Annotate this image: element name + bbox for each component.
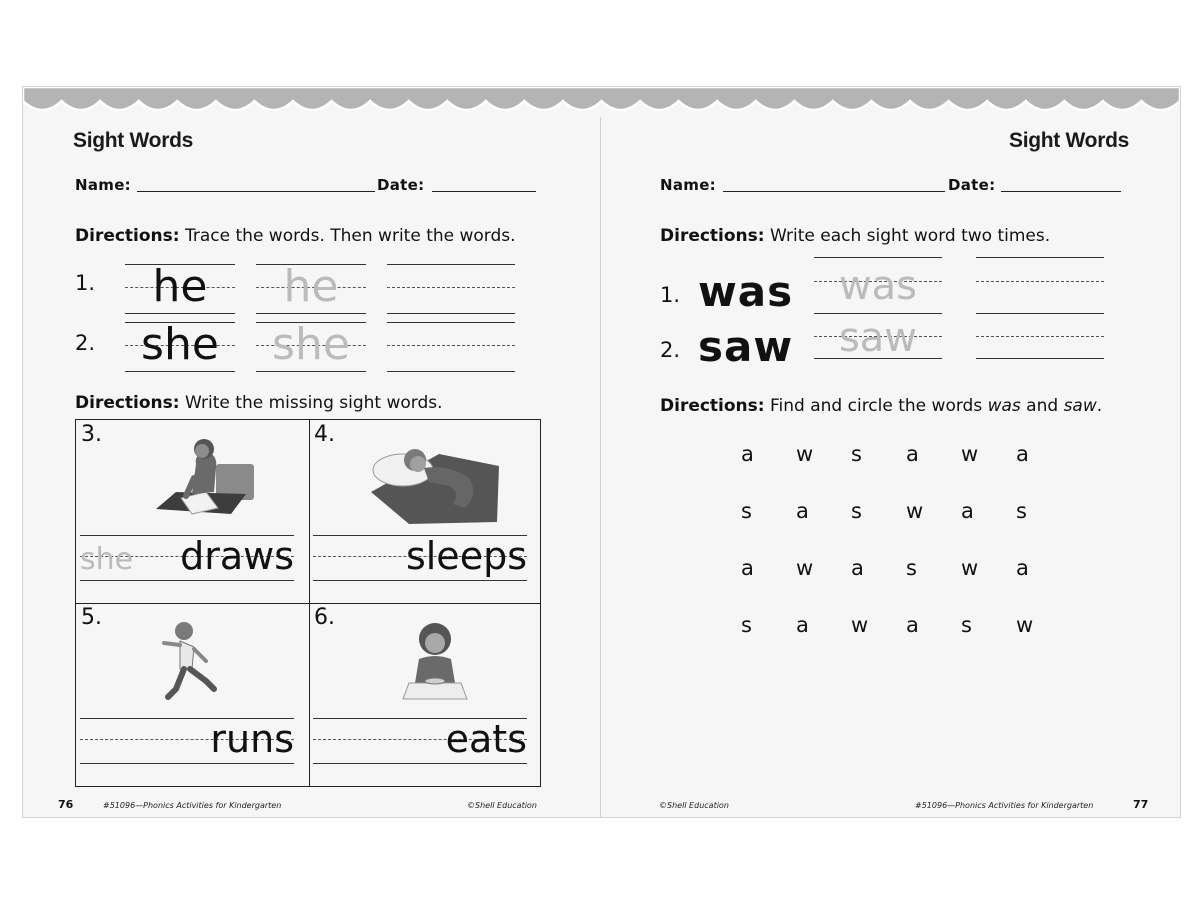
word-search-letter[interactable]: a xyxy=(906,442,919,466)
footer-product: #51096—Phonics Activities for Kindergarten xyxy=(103,801,282,810)
directions-label: Directions: xyxy=(660,226,765,246)
directions-text: Write each sight word two times. xyxy=(764,226,1051,246)
trace-line-saw[interactable] xyxy=(814,316,942,359)
directions-label: Directions: xyxy=(75,226,180,246)
item-number: 1. xyxy=(660,283,681,307)
word-search-letter[interactable]: a xyxy=(741,442,754,466)
page-number: 76 xyxy=(58,798,74,811)
girl-eating-picture xyxy=(369,617,499,707)
date-field[interactable] xyxy=(1001,191,1121,192)
word-search-letter[interactable]: w xyxy=(796,442,814,466)
grid-cell-4 xyxy=(309,420,542,603)
sight-word-she: she xyxy=(141,319,219,370)
trace-answer: she xyxy=(80,542,134,577)
item-number: 1. xyxy=(75,271,96,295)
name-label: Name: xyxy=(75,176,131,194)
verb-word: runs xyxy=(210,717,294,761)
word-search-letter[interactable]: a xyxy=(796,613,809,637)
verb-word: sleeps xyxy=(405,534,527,578)
target-word-saw: saw xyxy=(1063,396,1097,416)
name-field[interactable] xyxy=(723,191,945,192)
verb-word: draws xyxy=(180,534,294,578)
word-search-letter[interactable]: a xyxy=(741,556,754,580)
missing-word-line[interactable] xyxy=(80,718,294,764)
write-line-was[interactable] xyxy=(976,257,1104,314)
item-number: 5. xyxy=(81,605,102,630)
word-search-letter[interactable]: w xyxy=(906,499,924,523)
directions-label: Directions: xyxy=(660,396,765,416)
girl-drawing-picture xyxy=(136,434,266,524)
missing-word-line[interactable] xyxy=(313,535,527,581)
word-search-letter[interactable]: a xyxy=(796,499,809,523)
word-search-row xyxy=(741,557,1071,614)
item-number: 4. xyxy=(314,422,335,447)
sight-word-he: he xyxy=(152,261,208,312)
directions-text: and xyxy=(1020,396,1064,416)
trace-line-he-dotted[interactable] xyxy=(256,261,366,314)
item-number: 2. xyxy=(660,338,681,362)
word-search-row xyxy=(741,443,1071,500)
word-search-letter[interactable]: w xyxy=(851,613,869,637)
trace-line-she xyxy=(125,319,235,372)
item-number: 3. xyxy=(81,422,102,447)
traceable-word-saw: saw xyxy=(838,315,918,361)
word-search-letter[interactable]: s xyxy=(851,499,862,523)
word-search-letter[interactable]: s xyxy=(741,613,752,637)
grid-cell-6 xyxy=(309,603,542,786)
sight-word-saw: saw xyxy=(698,322,794,371)
write-line-he[interactable] xyxy=(387,264,515,314)
left-page xyxy=(23,87,600,817)
word-search-grid xyxy=(741,443,1071,671)
word-search-letter[interactable]: w xyxy=(961,556,979,580)
directions-text: . xyxy=(1096,396,1103,416)
word-search-letter[interactable]: s xyxy=(741,499,752,523)
word-search-letter[interactable]: a xyxy=(851,556,864,580)
directions-text: Write the missing sight words. xyxy=(179,393,443,413)
word-search-letter[interactable]: s xyxy=(1016,499,1027,523)
traceable-word-she: she xyxy=(272,319,350,370)
footer-publisher: ©Shell Education xyxy=(659,801,729,810)
word-search-letter[interactable]: s xyxy=(851,442,862,466)
trace-line-was[interactable] xyxy=(814,257,942,314)
missing-word-line[interactable] xyxy=(80,535,294,581)
page-title: Sight Words xyxy=(1009,129,1129,152)
word-search-letter[interactable]: s xyxy=(961,613,972,637)
trace-line-he xyxy=(125,261,235,314)
word-search-letter[interactable]: a xyxy=(1016,556,1029,580)
word-search-row xyxy=(741,500,1071,557)
name-field[interactable] xyxy=(137,191,375,192)
name-label: Name: xyxy=(660,176,716,194)
word-search-letter[interactable]: w xyxy=(1016,613,1034,637)
date-label: Date: xyxy=(377,176,425,194)
word-search-row xyxy=(741,614,1071,671)
item-number: 2. xyxy=(75,331,96,355)
sight-word-was: was xyxy=(698,267,794,316)
date-field[interactable] xyxy=(432,191,536,192)
word-search-letter[interactable]: a xyxy=(1016,442,1029,466)
book-spread xyxy=(22,86,1181,818)
footer-publisher: ©Shell Education xyxy=(467,801,537,810)
traceable-word-was: was xyxy=(838,263,918,309)
grid-cell-3 xyxy=(76,420,309,603)
directions-write xyxy=(660,226,1050,246)
boy-running-picture xyxy=(136,617,266,707)
date-label: Date: xyxy=(948,176,996,194)
directions-circle xyxy=(660,396,1102,416)
write-line-she[interactable] xyxy=(387,322,515,372)
footer-product: #51096—Phonics Activities for Kindergarten xyxy=(915,801,1094,810)
directions-label: Directions: xyxy=(75,393,180,413)
directions-trace xyxy=(75,226,516,246)
word-search-letter[interactable]: s xyxy=(906,556,917,580)
word-search-letter[interactable]: w xyxy=(796,556,814,580)
traceable-word-he: he xyxy=(283,261,339,312)
write-line-saw[interactable] xyxy=(976,316,1104,359)
directions-missing xyxy=(75,393,443,413)
target-word-was: was xyxy=(987,396,1021,416)
directions-text: Find and circle the words xyxy=(764,396,988,416)
item-number: 6. xyxy=(314,605,335,630)
right-page xyxy=(601,87,1180,817)
word-search-letter[interactable]: a xyxy=(906,613,919,637)
word-search-letter[interactable]: a xyxy=(961,499,974,523)
word-search-letter[interactable]: w xyxy=(961,442,979,466)
trace-line-she-dotted[interactable] xyxy=(256,319,366,372)
boy-sleeping-picture xyxy=(369,434,499,524)
missing-word-line[interactable] xyxy=(313,718,527,764)
page-title: Sight Words xyxy=(73,129,193,152)
grid-cell-5 xyxy=(76,603,309,786)
page-number: 77 xyxy=(1133,798,1149,811)
verb-word: eats xyxy=(445,717,527,761)
directions-text: Trace the words. Then write the words. xyxy=(179,226,516,246)
picture-grid xyxy=(75,419,541,787)
